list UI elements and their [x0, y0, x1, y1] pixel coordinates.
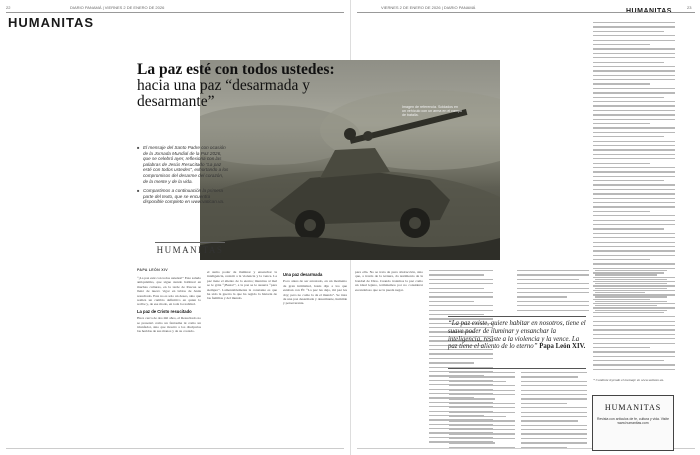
folio-right-number: 23 [687, 5, 692, 10]
humanitas-logo [155, 232, 225, 258]
headline [137, 62, 342, 110]
article-column-6-bottom [449, 372, 515, 448]
folio-left-date: DIARIO PANAMÁ | VIERNES 2 DE ENERO DE 2026 [70, 5, 165, 10]
article-column-6-top [517, 270, 589, 316]
pull-quote-attribution: Papa León XIV. [539, 343, 586, 351]
folio-right-date: VIERNES 2 DE ENERO DE 2026 | DIARIO PANAMÁ [381, 5, 476, 10]
pull-quote-rule-top [448, 316, 586, 317]
pull-quote-text: “La paz existe, quiere habitar en nosotros, tiene el suave poder de iluminar y ensanchar la inteligencia, resiste a la violencia y la vence. La paz tiene el aliento de lo eterno” [448, 320, 586, 351]
article-column-2 [207, 270, 277, 446]
article-column-8 [593, 22, 675, 372]
col3-subhead: Una paz desarmada [283, 272, 323, 277]
col4-paragraph-2: Cuando tratamos la paz como un ideal lejano, terminamos por no considerar escandaloso que se la pueda negar. [355, 278, 423, 292]
col1-paragraph-2: Este no es solo un deseo, sino que realiza un cambio definitivo en quien lo recibe y, de ese modo, en toda la realidad. [137, 293, 201, 307]
pull-quote [448, 320, 586, 351]
col1-paragraph-3: Hace cerca de dos mil años, el Resucitado no se presentó como un fantasma ni como un triunfador, sino que mostró a los discípulos las heridas de sus manos y de su costado. [137, 316, 201, 334]
byline: PAPA LEÓN XIV [137, 268, 168, 272]
dek-item-2: ■ Compartimos a continuación la primera parte del texto, que se encuentra disponible completo en www.vatican.va. [137, 188, 229, 205]
col3-paragraph-1: Poco antes de ser arrestado, en un momento de gran intimidad, Jesús dijo a los que estaban con Él: “La paz les dejo, mi paz les doy; pero no como la da el mundo”. [283, 279, 347, 297]
closing-note: * Continúe leyendo el mensaje en www.vatican.va. [593, 378, 664, 382]
ad-logo: HUMANITAS [604, 403, 662, 412]
col4-paragraph-1: para ella. No se trata de pura abstracción, sino que, a través de la ternura, da testimonio de la bondad de Dios. [355, 270, 423, 283]
folio-left-number: 22 [6, 5, 11, 10]
col2-paragraph-1: el sumo poder de iluminar y ensanchar la inteligencia, resistir a la violencia y la vence. La paz tiene el aliento de lo eterno; mientras al mal se le grita “¡Basta!”, a la paz se le susurra “para siempre”. [207, 270, 277, 292]
header-rule-right [357, 12, 695, 13]
col2-paragraph-2: Lamentablemente la constante es que ha sido la guerra la que ha regido la historia de las familias y del mundo. [207, 287, 277, 301]
col1-paragraph-1: “¡La paz esté con todos ustedes!” Este saludo antiquísimo, que sigue siendo habitual en muchas culturas, en la tarde de Pascua se llenó de nuevo vigor en labios de Jesús resucitado. [137, 276, 201, 298]
article-column-1 [137, 276, 201, 446]
article-column-4 [355, 270, 423, 446]
header-rule [6, 12, 344, 13]
col1-subhead: La paz de Cristo resucitado [137, 308, 192, 314]
ad-text: Revista con artículos de fe, cultura y vida. Visite www.humanitas.com [597, 417, 669, 425]
dek-item-1: ■ El mensaje del Santo Padre con ocasión de la Jornada Mundial de la Paz 2026, que se celebró ayer, reflexiona con las palabras de Jesús Resucitado “La paz esté con todos ustedes”, exhortando a los compromisos del desarme del corazón, de la mente y de la vida. [137, 145, 229, 184]
article-column-3 [283, 270, 347, 446]
col3-paragraph-2: Se trata de una paz desarmada y desarmante, humilde y perseverante. [283, 292, 347, 306]
photo-caption: Imagen de referencia. Soldados en un vehículo con un arma en el campo de batalla. [402, 105, 462, 118]
footer-rule [6, 448, 344, 449]
section-title: HUMANITAS [8, 15, 95, 30]
humanitas-logo-text: HUMANITAS [155, 242, 225, 255]
headline-regular: hacia una paz “desarmada y desarmante” [137, 77, 310, 110]
summary-dek [137, 145, 229, 209]
headline-bold: La paz esté con todos ustedes: [137, 61, 335, 78]
article-column-7-bottom [521, 372, 587, 448]
humanitas-ad [592, 395, 674, 451]
pull-quote-rule-bottom [448, 368, 586, 369]
